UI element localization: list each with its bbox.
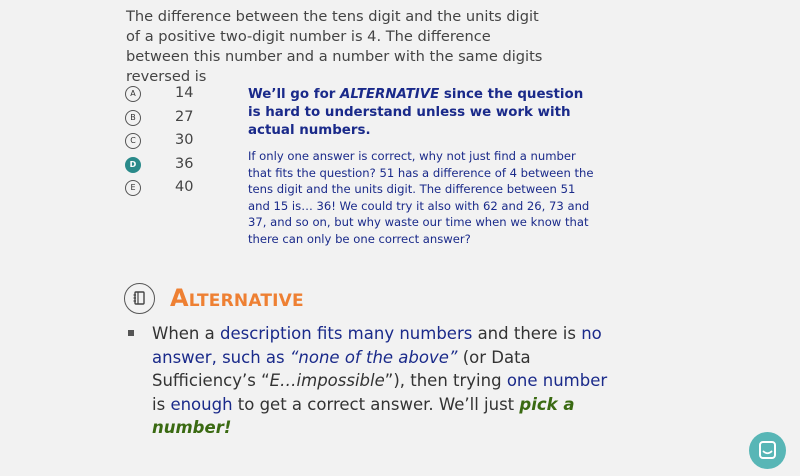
- option-a-letter[interactable]: A: [125, 86, 141, 102]
- alternative-title: [170, 284, 304, 312]
- option-b-letter[interactable]: B: [125, 110, 141, 126]
- bt-11: enough: [170, 394, 233, 414]
- bt-7: E…impossible: [269, 371, 385, 390]
- bt-6: (or Data Sufficiency’s “: [152, 347, 531, 390]
- bt-4: no answer, such as: [152, 324, 602, 367]
- bt-8: ”), then trying: [384, 371, 507, 390]
- explanation-title: [248, 86, 598, 140]
- option-e-letter[interactable]: E: [125, 180, 141, 196]
- alternative-title-initial: A: [170, 284, 189, 312]
- option-c-letter[interactable]: C: [125, 133, 141, 149]
- bt-1: When a: [152, 324, 220, 343]
- option-b-value: 27: [175, 108, 194, 125]
- explanation-body: If only one answer is correct, why not just find a number that fits the question? 51 has a difference of 4 between the tens digit and the units digit. The difference between 51 and 15 is… 36! We could try it also with 62 and 26, 73 and 37, and so on, but why waste our time when we know that there can only be one correct answer?: [248, 149, 594, 246]
- option-d-letter-selected[interactable]: D: [125, 157, 141, 173]
- chat-button[interactable]: [749, 432, 786, 469]
- explanation: [248, 86, 598, 248]
- bt-9: one number: [506, 371, 608, 390]
- explanation-title-emphasis: ALTERNATIVE: [340, 87, 440, 102]
- explanation-title-post: since the question is hard to understand unless we work with actual numbers.: [248, 87, 584, 138]
- option-a-value: 14: [175, 85, 194, 101]
- explanation-title-pre: We’ll go for: [248, 87, 341, 102]
- question-text: The difference between the tens digit and the units digit of a positive two-digit number is 4. The difference between this number and a number with the same digits reversed is: [126, 8, 543, 85]
- bt-13: pick a number!: [152, 394, 575, 437]
- alternative-bullet-text: [152, 322, 622, 440]
- bt-3: and there is: [472, 324, 582, 343]
- bt-5: “none of the above”: [289, 347, 458, 367]
- bt-2: description fits many numbers: [219, 324, 473, 343]
- option-e-value: 40: [175, 179, 194, 195]
- chat-icon: [749, 432, 786, 469]
- alternative-title-rest: LTERNATIVE: [188, 291, 304, 311]
- bt-12: to get a correct answer. We’ll just: [232, 394, 520, 414]
- bullet-marker: [128, 330, 134, 336]
- option-d-value: 36: [175, 155, 194, 172]
- bt-10: is: [152, 394, 171, 414]
- notebook-icon: [124, 283, 155, 314]
- option-c-value: 30: [175, 132, 194, 148]
